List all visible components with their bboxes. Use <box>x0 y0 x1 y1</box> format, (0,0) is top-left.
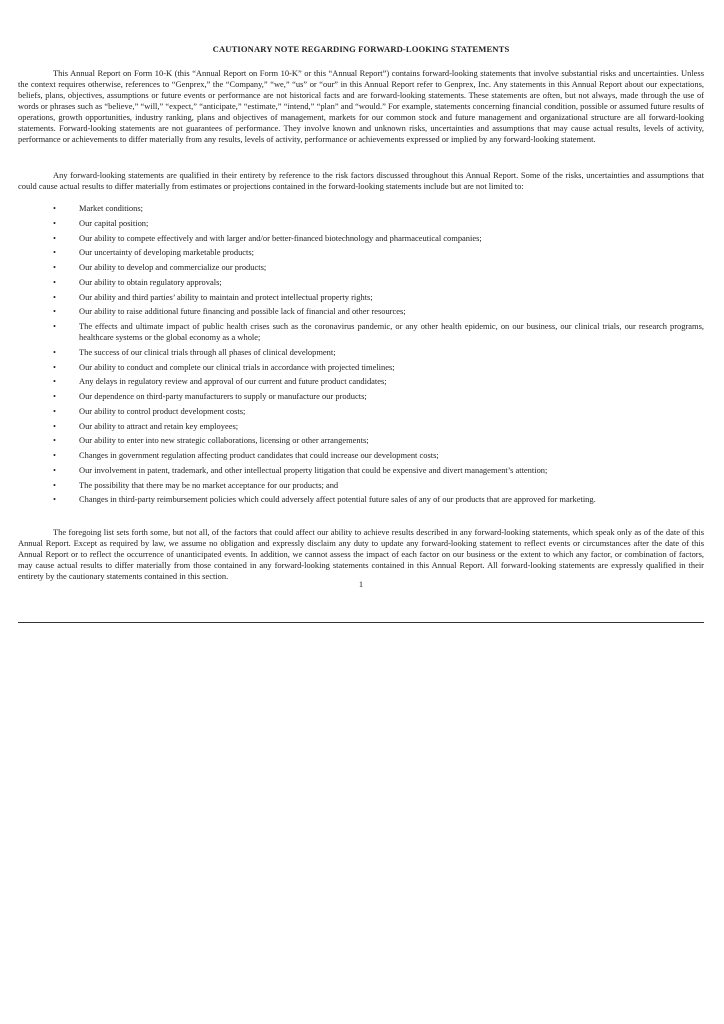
bullet-icon: • <box>53 203 56 213</box>
page-divider <box>18 622 704 623</box>
list-item <box>18 494 704 505</box>
list-item-text: Our ability to obtain regulatory approvals; <box>79 276 222 287</box>
list-item-text: Our involvement in patent, trademark, and other intellectual property litigation that could be expensive and divert management’s attention; <box>79 464 548 475</box>
page-number: 1 <box>358 579 364 589</box>
bullet-icon: • <box>53 494 56 505</box>
list-item <box>18 203 704 214</box>
bullet-icon: • <box>53 450 56 460</box>
list-item-text: The possibility that there may be no market acceptance for our products; and <box>79 479 339 490</box>
bullet-icon: • <box>53 346 56 357</box>
list-item <box>18 391 704 402</box>
list-item <box>18 247 704 258</box>
list-item-text: Our ability to develop and commercialize our products; <box>79 262 267 272</box>
list-item-text: Our ability to control product development costs; <box>79 405 246 416</box>
list-item-text: Our ability and third parties’ ability to maintain and protect intellectual property rights; <box>79 291 373 302</box>
list-item <box>18 218 704 229</box>
list-item-text: Any delays in regulatory review and approval of our current and future product candidates; <box>79 376 387 387</box>
list-item <box>18 450 704 461</box>
list-item-text: Changes in government regulation affecting product candidates that could increase our development costs; <box>79 450 439 460</box>
list-item <box>18 406 704 417</box>
list-item <box>18 321 704 343</box>
bullet-icon: • <box>53 306 56 317</box>
closing-paragraph: The foregoing list sets forth some, but not all, of the factors that could affect our ability to achieve results described in any forward-looking statements, which speak only as of the date of this Annual Report. Except as required by law, we assume no obligation and expressly disclaim any duty to update any forward-looking statement to reflect events or circumstances after the date of this Annual Report or to reflect the occurrence of unanticipated events. In addition, we cannot assess the impact of each factor on our business or the extent to which any factor, or combination of factors, may cause actual results to differ materially from those contained in any forward-looking statements contained in this Annual Report. All forward-looking statements are expressly qualified in their entirety by the cautionary statements contained in this section. <box>18 527 704 581</box>
list-item <box>18 421 704 432</box>
list-item-text: Our ability to compete effectively and with larger and/or better-financed biotechnology and pharmaceutical companies; <box>79 232 482 243</box>
list-item <box>18 233 704 244</box>
list-item-text: The effects and ultimate impact of public health crises such as the coronavirus pandemic, or any other health epidemic, on our business, our clinical trials, our research programs, healthcare systems or the global economy as a whole; <box>79 321 704 342</box>
list-item <box>18 277 704 288</box>
bullet-icon: • <box>53 232 56 243</box>
list-item <box>18 362 704 373</box>
bullet-icon: • <box>53 376 56 387</box>
list-item <box>18 435 704 446</box>
risk-factor-list <box>18 203 704 509</box>
list-item-text: Our ability to attract and retain key employees; <box>79 420 239 431</box>
bullet-icon: • <box>53 247 56 258</box>
list-item-text: Our uncertainty of developing marketable products; <box>79 247 255 258</box>
list-item-text: Our ability to raise additional future financing and possible lack of financial and other resources; <box>79 306 406 317</box>
list-item <box>18 306 704 317</box>
bullet-icon: • <box>53 321 56 331</box>
list-item-text: Our ability to conduct and complete our clinical trials in accordance with projected timelines; <box>79 361 395 372</box>
intro-paragraph: This Annual Report on Form 10-K (this “Annual Report on Form 10-K” or this “Annual Report”) contains forward-looking statements that involve substantial risks and uncertainties. Unless the context requires otherwise, references to “Genprex,” the “Company,” “we,” “us” or “our” in this Annual Report refer to Genprex, Inc. Any statements in this Annual Report about our expectations, beliefs, plans, objectives, assumptions or future events or performance are not historical facts and are forward-looking statements. These statements are often, but not always, made through the use of words or phrases such as “believe,” “will,” “expect,” “anticipate,” “estimate,” “intend,” “plan” and “would.” For example, statements concerning financial condition, possible or assumed future results of operations, growth opportunities, industry ranking, plans and objectives of management, markets for our common stock and future management and organizational structure are all forward-looking statements. Forward-looking statements are not guarantees of performance. They involve known and unknown risks, uncertainties and assumptions that may cause actual results, levels of activity, performance or achievements to differ materially from any results, levels of activity, performance or achievements expressed or implied by any forward-looking statement. <box>18 68 704 144</box>
bullet-icon: • <box>53 361 56 372</box>
list-item-text: Our capital position; <box>79 217 149 228</box>
list-item-text: Market conditions; <box>79 203 143 213</box>
list-item-text: The success of our clinical trials through all phases of clinical development; <box>79 346 336 357</box>
bullet-icon: • <box>53 464 56 475</box>
risk-factors-paragraph: Any forward-looking statements are qualified in their entirety by reference to the risk factors discussed throughout this Annual Report. Some of the risks, uncertainties and assumptions that could cause actual results to differ materially from estimates or projections contained in the forward-looking statements include but are not limited to: <box>18 170 704 191</box>
list-item <box>18 480 704 491</box>
list-item <box>18 347 704 358</box>
list-item <box>18 292 704 303</box>
list-item <box>18 376 704 387</box>
list-item-text: Our ability to enter into new strategic collaborations, licensing or other arrangements; <box>79 435 369 446</box>
list-item-text: Our dependence on third-party manufacturers to supply or manufacture our products; <box>79 391 367 401</box>
list-item-text: Changes in third-party reimbursement policies which could adversely affect potential future sales of any of our products that are approved for marketing. <box>79 494 596 505</box>
bullet-icon: • <box>53 262 56 272</box>
bullet-icon: • <box>53 435 56 446</box>
bullet-icon: • <box>53 276 56 287</box>
page-title: CAUTIONARY NOTE REGARDING FORWARD-LOOKING STATEMENTS <box>212 44 510 54</box>
bullet-icon: • <box>53 479 56 490</box>
bullet-icon: • <box>53 391 56 401</box>
bullet-icon: • <box>53 291 56 302</box>
list-item <box>18 465 704 476</box>
bullet-icon: • <box>53 217 56 228</box>
list-item <box>18 262 704 273</box>
bullet-icon: • <box>53 405 56 416</box>
bullet-icon: • <box>53 420 56 431</box>
